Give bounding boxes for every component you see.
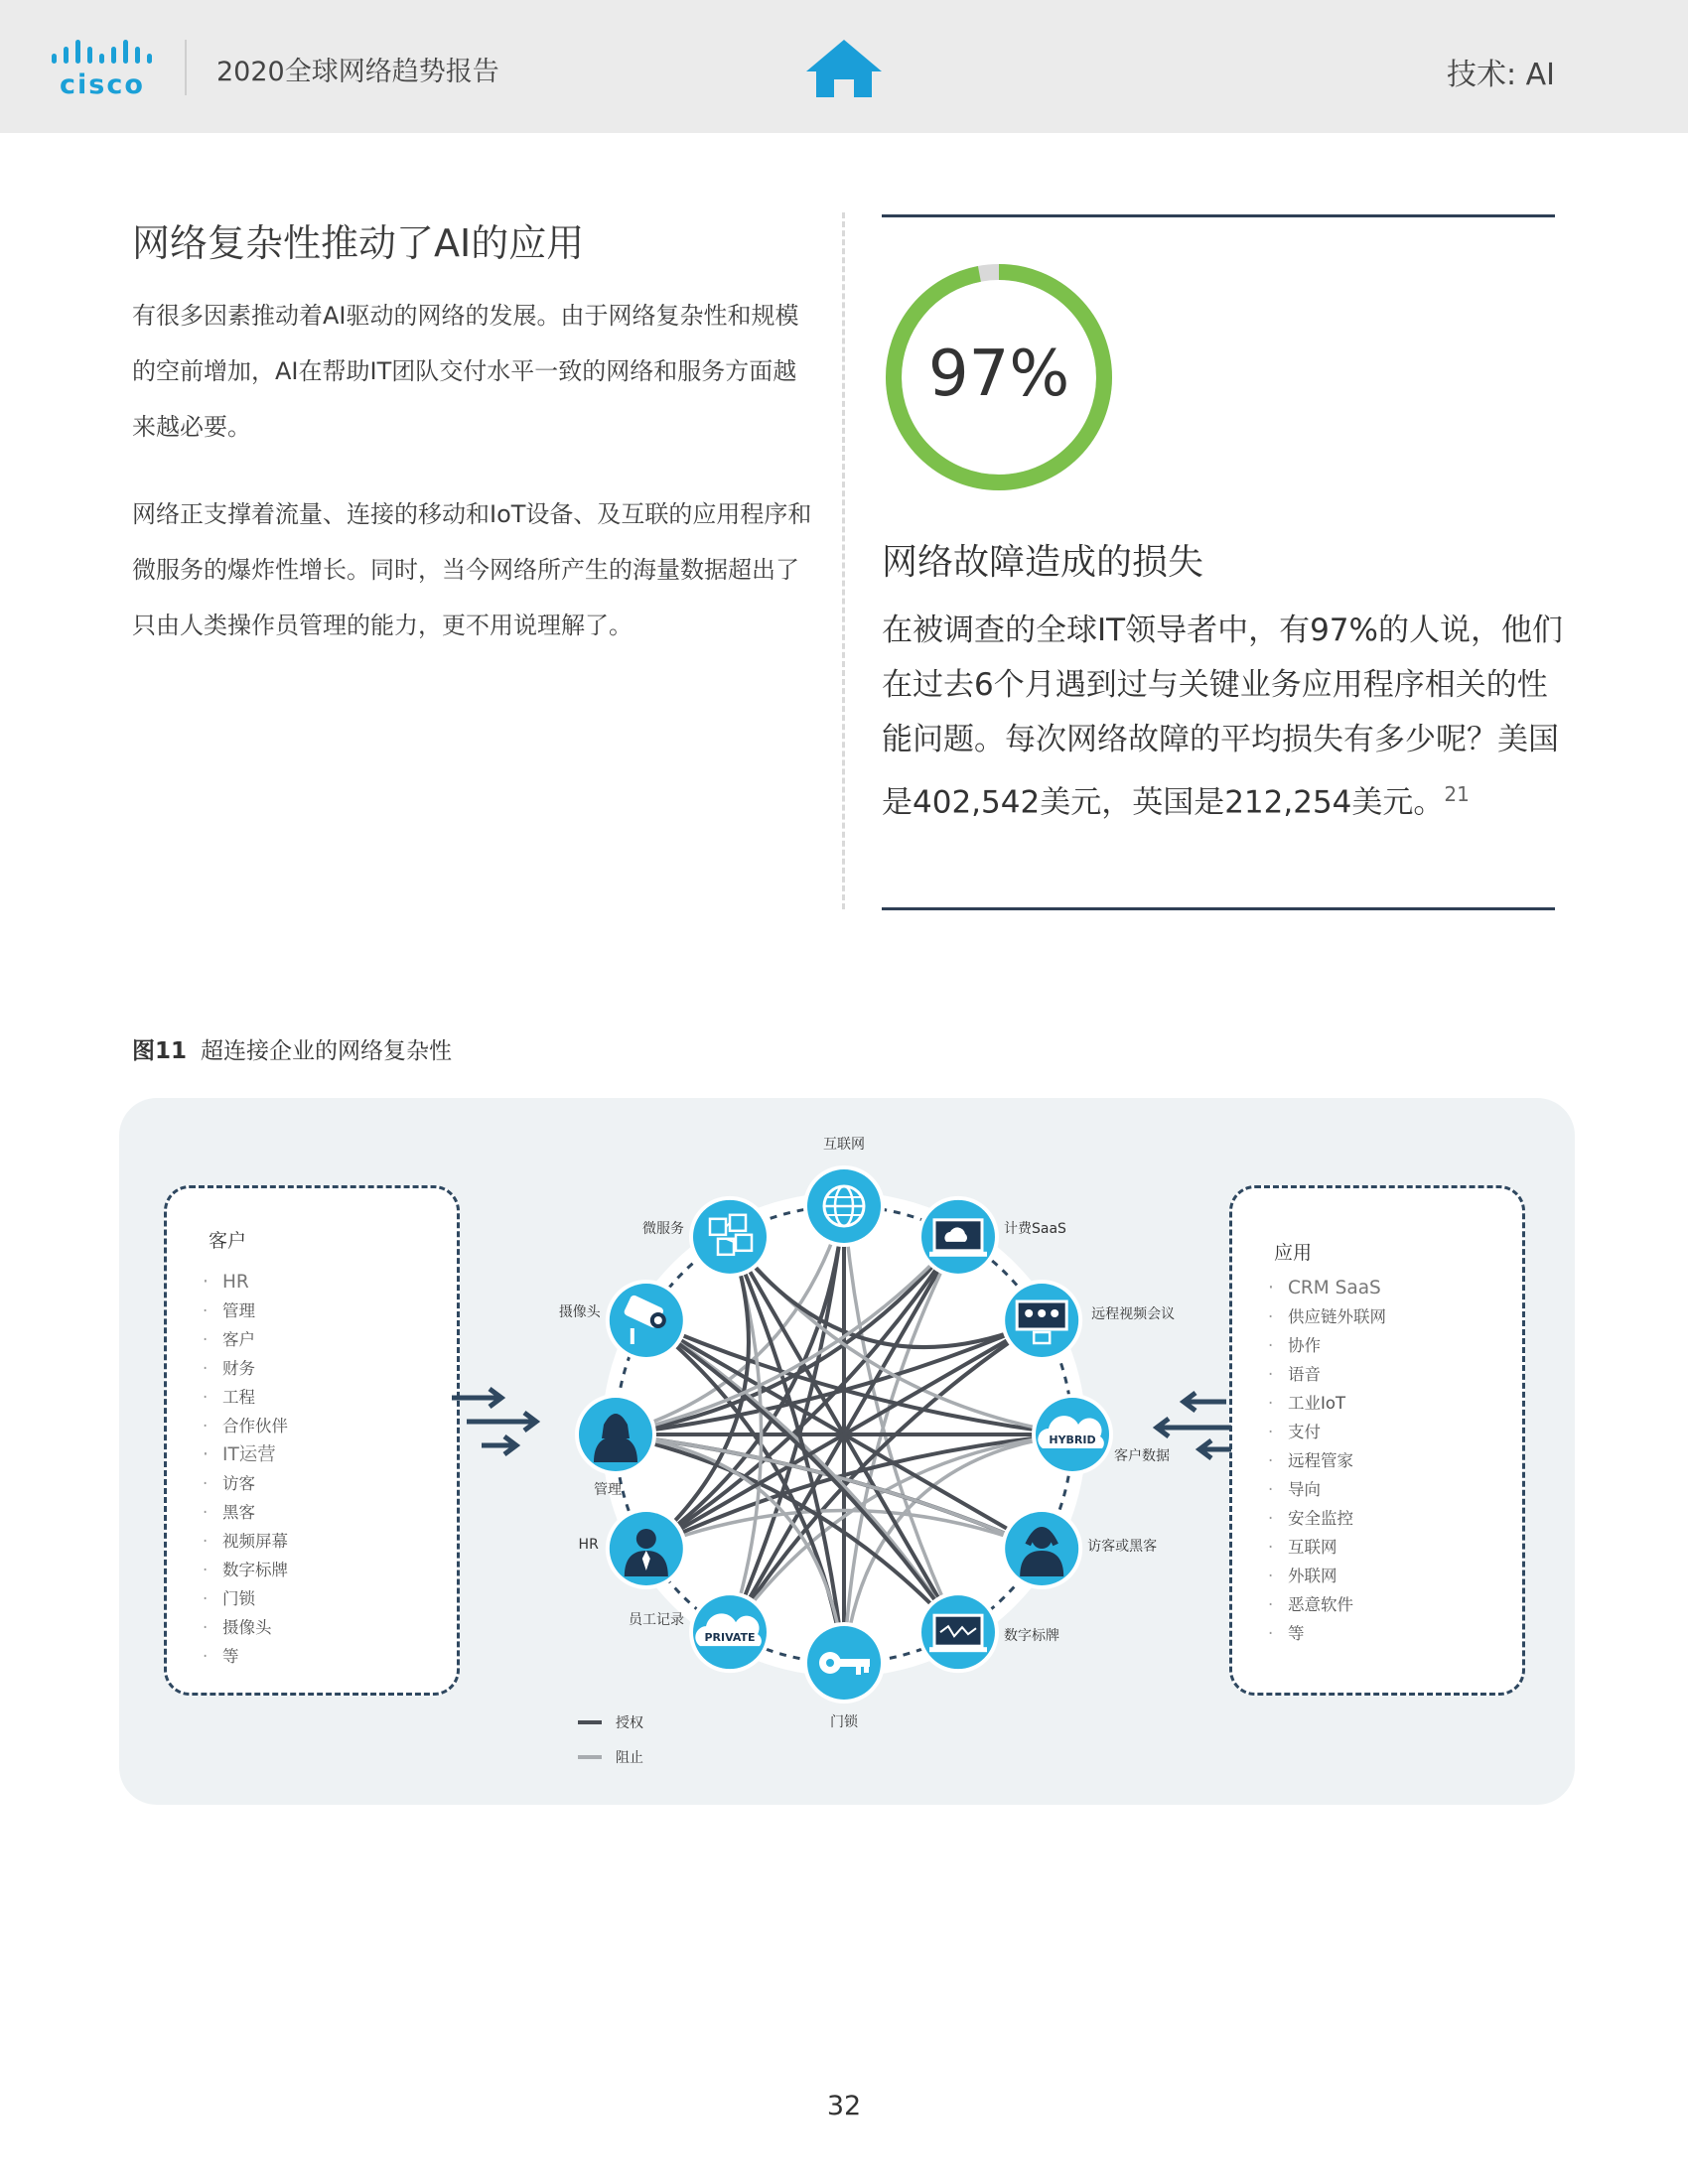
customers-item-label: 摄像头 bbox=[222, 1618, 272, 1637]
applications-item-label: 支付 bbox=[1288, 1423, 1321, 1441]
node-label: 微服务 bbox=[642, 1220, 684, 1237]
figure-caption-text: 超连接企业的网络复杂性 bbox=[201, 1038, 453, 1064]
customers-list bbox=[203, 1268, 288, 1671]
applications-item-label: 等 bbox=[1288, 1624, 1305, 1643]
footnote-ref[interactable]: 21 bbox=[1444, 782, 1470, 806]
applications-list bbox=[1268, 1274, 1386, 1648]
bullet: · bbox=[203, 1388, 209, 1407]
node-label: 数字标牌 bbox=[1004, 1628, 1059, 1645]
bullet: · bbox=[203, 1417, 209, 1435]
bullet: · bbox=[203, 1444, 209, 1465]
applications-item-label: CRM SaaS bbox=[1288, 1278, 1381, 1298]
bullet: · bbox=[203, 1503, 209, 1522]
customers-item-label: 工程 bbox=[222, 1388, 255, 1407]
applications-item bbox=[1268, 1446, 1386, 1475]
node-label: 摄像头 bbox=[558, 1304, 601, 1320]
bullet: · bbox=[1268, 1480, 1274, 1499]
report-title: 2020全球网络趋势报告 bbox=[216, 57, 499, 87]
bullet: · bbox=[1268, 1365, 1274, 1384]
applications-item bbox=[1268, 1274, 1386, 1302]
bullet: · bbox=[203, 1532, 209, 1551]
node-circle bbox=[693, 1200, 767, 1274]
stat-bottom-rule bbox=[882, 907, 1555, 910]
bullet: · bbox=[1268, 1509, 1274, 1528]
bullet: · bbox=[1268, 1336, 1274, 1355]
bullet: · bbox=[203, 1301, 209, 1320]
applications-item bbox=[1268, 1360, 1386, 1389]
customers-item bbox=[203, 1613, 288, 1642]
applications-item-label: 协作 bbox=[1288, 1336, 1321, 1355]
bullet: · bbox=[1268, 1595, 1274, 1614]
applications-item bbox=[1268, 1619, 1386, 1648]
node-badge: PRIVATE bbox=[704, 1631, 756, 1645]
customers-item bbox=[203, 1584, 288, 1613]
node-label: 客户数据 bbox=[1114, 1448, 1170, 1464]
applications-item-label: 外联网 bbox=[1288, 1567, 1337, 1585]
applications-box bbox=[1229, 1185, 1525, 1696]
bullet: · bbox=[203, 1618, 209, 1637]
node-label: 访客或黑客 bbox=[1087, 1539, 1158, 1555]
applications-item-label: 语音 bbox=[1288, 1365, 1321, 1384]
node-hooded-person bbox=[1001, 1508, 1157, 1589]
stat-top-rule bbox=[882, 214, 1555, 217]
bullet: · bbox=[203, 1474, 209, 1493]
applications-title: 应用 bbox=[1274, 1242, 1313, 1264]
bullet: · bbox=[1268, 1451, 1274, 1470]
applications-item-label: 导向 bbox=[1288, 1480, 1321, 1499]
cisco-bars-icon bbox=[48, 40, 157, 69]
percent-label: 97% bbox=[927, 338, 1070, 411]
node-label: 互联网 bbox=[823, 1137, 865, 1153]
customers-item bbox=[203, 1556, 288, 1584]
customers-item bbox=[203, 1469, 288, 1498]
node-label: 远程视频会议 bbox=[1091, 1306, 1176, 1322]
applications-item bbox=[1268, 1562, 1386, 1590]
node-video-conference bbox=[1001, 1280, 1175, 1361]
customers-item-label: 视频屏幕 bbox=[222, 1532, 288, 1551]
bullet: · bbox=[1268, 1394, 1274, 1413]
customers-item-label: 管理 bbox=[222, 1301, 255, 1320]
customers-item bbox=[203, 1412, 288, 1440]
bullet: · bbox=[1268, 1567, 1274, 1585]
cisco-logo-text: cisco bbox=[60, 69, 145, 100]
customers-item-label: 财务 bbox=[222, 1359, 255, 1378]
customers-item-label: 客户 bbox=[222, 1330, 255, 1349]
page-number: 32 bbox=[826, 2091, 862, 2121]
node-label: 管理 bbox=[594, 1482, 622, 1498]
customers-box bbox=[164, 1185, 460, 1696]
node-label: 门锁 bbox=[830, 1714, 858, 1730]
bullet: · bbox=[1268, 1624, 1274, 1643]
cisco-logo[interactable] bbox=[48, 40, 157, 99]
laptop-cloud-icon bbox=[929, 1220, 987, 1257]
bullet: · bbox=[203, 1272, 209, 1293]
bullet: · bbox=[1268, 1538, 1274, 1557]
section-tag: 技术: AI bbox=[1446, 58, 1555, 92]
node-label: HR bbox=[578, 1537, 599, 1553]
page-header bbox=[0, 0, 1688, 133]
applications-item bbox=[1268, 1590, 1386, 1619]
node-label: 员工记录 bbox=[629, 1612, 684, 1629]
bullet: · bbox=[203, 1330, 209, 1349]
bullet: · bbox=[1268, 1423, 1274, 1441]
bullet: · bbox=[203, 1561, 209, 1579]
customers-item-label: 访客 bbox=[222, 1474, 255, 1493]
node-microservices bbox=[642, 1196, 771, 1278]
applications-item-label: 供应链外联网 bbox=[1288, 1307, 1386, 1326]
customers-item-label: 数字标牌 bbox=[222, 1561, 288, 1579]
figure-caption bbox=[132, 1032, 452, 1065]
applications-item bbox=[1268, 1418, 1386, 1446]
applications-item-label: 安全监控 bbox=[1288, 1509, 1353, 1528]
column-divider bbox=[842, 212, 845, 909]
customers-item-label: 门锁 bbox=[222, 1589, 255, 1608]
customers-item bbox=[203, 1268, 288, 1297]
legend-label: 授权 bbox=[616, 1715, 643, 1731]
applications-item-label: 互联网 bbox=[1288, 1538, 1337, 1557]
customers-item-label: HR bbox=[222, 1272, 249, 1293]
node-hybrid-cloud bbox=[1032, 1394, 1170, 1475]
node-security-camera bbox=[559, 1280, 687, 1361]
body-paragraph: 网络正支撑着流量、连接的移动和IoT设备、及互联的应用程序和微服务的爆炸性增长。同时，当今网络所产生的海量数据超出了只由人类操作员管理的能力，更不用说理解了。 bbox=[132, 500, 812, 639]
stat-body bbox=[882, 604, 1567, 830]
bullet: · bbox=[1268, 1278, 1274, 1298]
legend-label: 阻止 bbox=[616, 1750, 643, 1766]
customers-item bbox=[203, 1354, 288, 1383]
home-icon[interactable] bbox=[804, 38, 884, 103]
customers-item bbox=[203, 1440, 288, 1469]
bullet: · bbox=[203, 1359, 209, 1378]
applications-item bbox=[1268, 1331, 1386, 1360]
header-divider bbox=[185, 40, 187, 95]
monitor-icon bbox=[929, 1615, 987, 1652]
customers-item-label: 等 bbox=[222, 1647, 239, 1666]
stat-title: 网络故障造成的损失 bbox=[882, 542, 1204, 583]
customers-item-label: 黑客 bbox=[222, 1503, 255, 1522]
applications-item bbox=[1268, 1302, 1386, 1331]
customers-item bbox=[203, 1325, 288, 1354]
applications-item bbox=[1268, 1504, 1386, 1533]
applications-item-label: 恶意软件 bbox=[1288, 1595, 1353, 1614]
bullet: · bbox=[203, 1589, 209, 1608]
applications-item bbox=[1268, 1533, 1386, 1562]
node-label: 计费SaaS bbox=[1004, 1220, 1066, 1237]
customers-item bbox=[203, 1527, 288, 1556]
figure-number: 图11 bbox=[132, 1038, 188, 1064]
section-title: 网络复杂性推动了AI的应用 bbox=[132, 221, 585, 265]
node-person-tie bbox=[579, 1508, 687, 1589]
customers-title: 客户 bbox=[209, 1230, 247, 1252]
customers-item-label: 合作伙伴 bbox=[222, 1417, 288, 1435]
stat-body-text: 在被调查的全球IT领导者中，有97%的人说，他们在过去6个月遇到过与关键业务应用程序相关的性能问题。每次网络故障的平均损失有多少呢？美国是402,542美元，英国是212,254美元。 bbox=[882, 613, 1563, 821]
customers-item-label: IT运营 bbox=[222, 1444, 276, 1465]
bullet: · bbox=[203, 1647, 209, 1666]
bullet: · bbox=[1268, 1307, 1274, 1326]
customers-item bbox=[203, 1383, 288, 1412]
network-diagram bbox=[437, 1132, 1231, 1777]
customers-item bbox=[203, 1642, 288, 1671]
node-key bbox=[803, 1622, 885, 1730]
customers-item bbox=[203, 1498, 288, 1527]
customers-item bbox=[203, 1297, 288, 1325]
node-globe bbox=[803, 1137, 885, 1247]
body-paragraph: 有很多因素推动着AI驱动的网络的发展。由于网络复杂性和规模的空前增加，AI在帮助IT团队交付水平一致的网络和服务方面越来越必要。 bbox=[132, 302, 799, 441]
applications-item bbox=[1268, 1475, 1386, 1504]
node-badge: HYBRID bbox=[1049, 1433, 1096, 1446]
applications-item-label: 工业IoT bbox=[1288, 1394, 1346, 1413]
applications-item bbox=[1268, 1389, 1386, 1418]
applications-item-label: 远程管家 bbox=[1288, 1451, 1353, 1470]
